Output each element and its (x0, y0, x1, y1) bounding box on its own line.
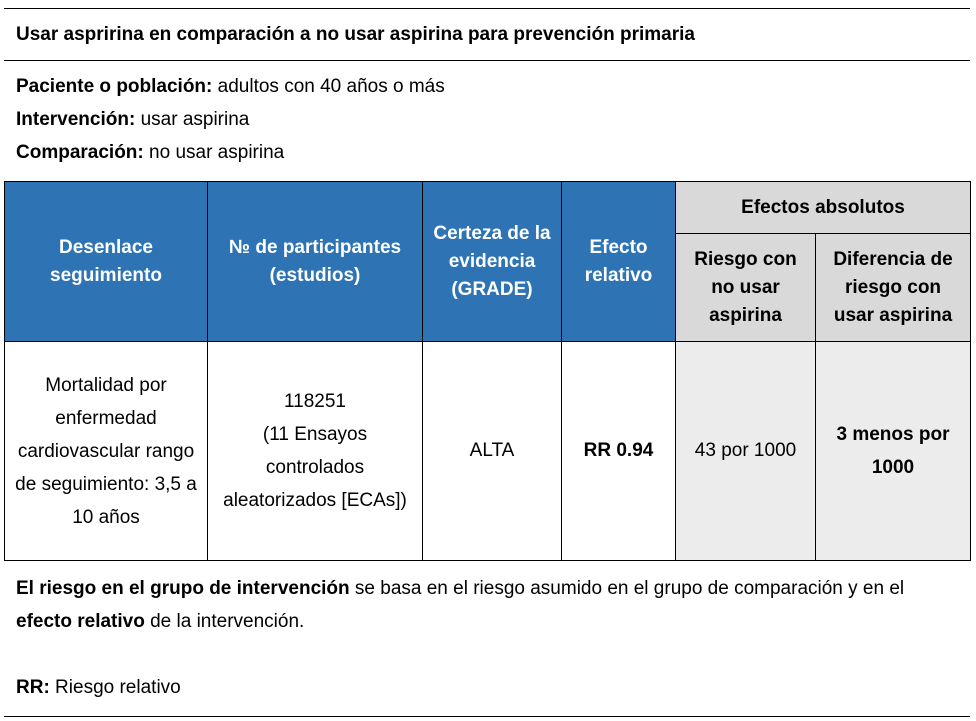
table-row (5, 342, 971, 561)
pico-comparison (16, 140, 284, 166)
footnote-text-2: de la intervención. (144, 611, 305, 632)
header-risk-difference: Diferencia de riesgo con usar aspirina (816, 234, 971, 342)
cell-certainty: ALTA (423, 342, 562, 561)
footnote-bold-1: El riesgo en el grupo de intervención (16, 578, 350, 599)
summary-of-findings-table (4, 181, 971, 561)
top-rule (4, 8, 970, 9)
abbreviation-label: RR: (16, 677, 50, 698)
header-certainty: Certeza de la evidencia (GRADE) (423, 182, 562, 342)
bottom-rule (4, 716, 970, 717)
header-risk-without: Riesgo con no usar aspirina (676, 234, 816, 342)
footnote-risk (16, 572, 956, 638)
abbreviation-value: Riesgo relativo (49, 677, 181, 698)
cell-participants (208, 342, 423, 561)
header-outcome: Desenlace seguimiento (5, 182, 208, 342)
cell-relative-effect: RR 0.94 (562, 342, 676, 561)
comparison-label: Comparación: (16, 142, 144, 163)
footnote-bold-2: efecto relativo (16, 611, 145, 632)
population-label: Paciente o población: (16, 76, 213, 97)
participants-count: 118251 (284, 391, 346, 412)
cell-risk-without: 43 por 1000 (676, 342, 816, 561)
cell-outcome: Mortalidad por enfermedad cardiovascular rango de seguimiento: 3,5 a 10 años (5, 342, 208, 561)
comparison-value: no usar aspirina (143, 142, 285, 163)
intervention-value: usar aspirina (135, 109, 250, 130)
header-relative-effect: Efecto relativo (562, 182, 676, 342)
population-value: adultos con 40 años o más (212, 76, 445, 97)
footnote-text-1: se basa en el riesgo asumido en el grupo de comparación y en el (349, 578, 905, 599)
pico-intervention (16, 107, 249, 133)
intervention-label: Intervención: (16, 109, 136, 130)
cell-risk-difference: 3 menos por 1000 (816, 342, 971, 561)
participants-studies: (11 Ensayos controlados aleatorizados [ECAs]) (223, 424, 407, 511)
pico-population (16, 74, 445, 100)
page-title: Usar aspririna en comparación a no usar aspirina para prevención primaria (16, 24, 695, 45)
header-absolute-effects: Efectos absolutos (676, 182, 971, 234)
title-rule (4, 60, 970, 61)
footnote-abbreviation (16, 671, 956, 704)
header-participants: № de participantes (estudios) (208, 182, 423, 342)
